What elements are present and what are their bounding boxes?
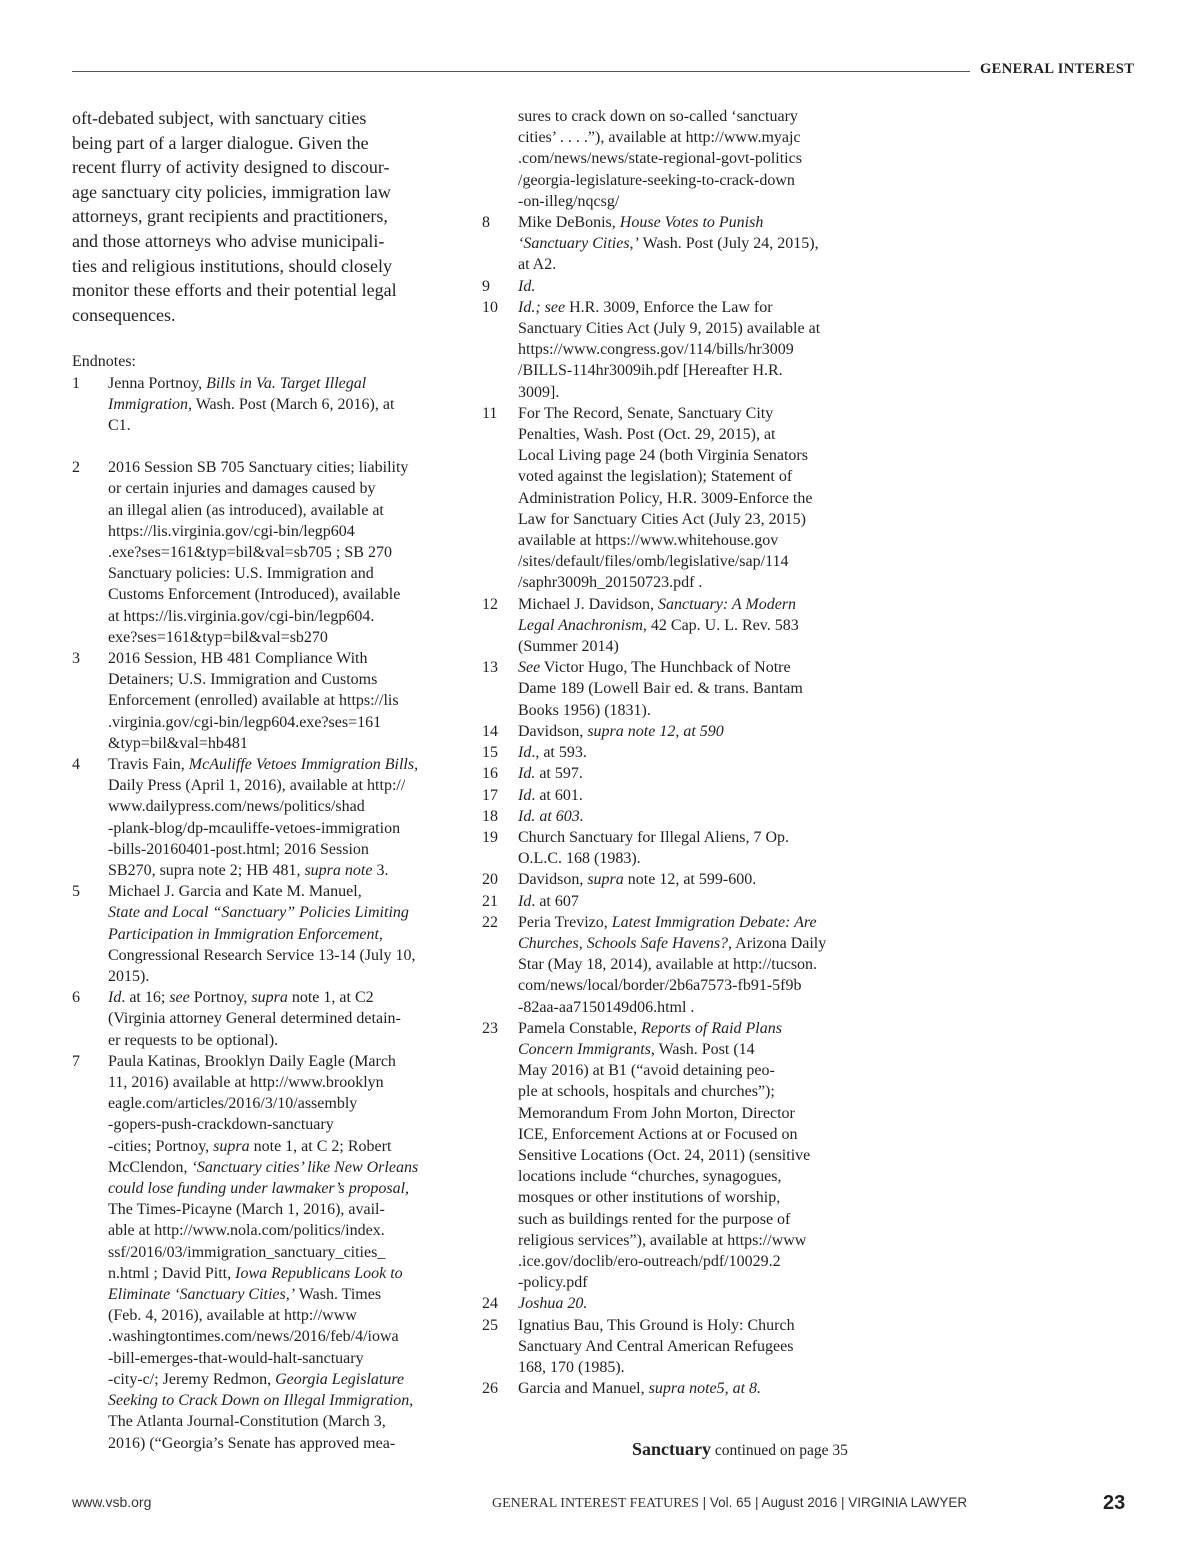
footer-volume: Vol. 65 <box>709 1495 752 1510</box>
endnote-2-line: at https://lis.virginia.gov/cgi-bin/legp604. <box>108 607 375 625</box>
endnote-number: 19 <box>482 828 498 846</box>
endnote-3-line: .virginia.gov/cgi-bin/legp604.exe?ses=161 <box>108 713 382 731</box>
endnote-7-line: 11, 2016) available at http://www.brooklyn <box>108 1074 384 1092</box>
endnote-text <box>108 987 452 1051</box>
footer-section: GENERAL INTEREST FEATURES <box>492 1496 699 1511</box>
endnote-23-line: Sensitive Locations (Oct. 24, 2011) (sensitive <box>518 1146 811 1164</box>
endnote-text <box>518 657 862 721</box>
endnote-2-line: exe?ses=161&typ=bil&val=sb270 <box>108 628 328 646</box>
endnote-3-line: Enforcement (enrolled) available at https://lis <box>108 692 399 710</box>
endnote-24 <box>482 1293 862 1314</box>
endnote-4-line: SB270, supra note 2; HB 481, supra note 3. <box>108 862 389 880</box>
endnote-number: 13 <box>482 659 498 677</box>
endnote-8-line: ‘Sanctuary Cities,’ Wash. Post (July 24, 2015), <box>518 235 819 253</box>
endnote-9-line: Id. <box>518 277 536 295</box>
continued-keyword: Sanctuary <box>632 1439 712 1459</box>
endnote-24-line: Joshua 20. <box>518 1295 588 1313</box>
endnote-7-line: The Atlanta Journal-Constitution (March 3, <box>108 1413 386 1431</box>
endnote-text <box>108 648 452 754</box>
endnote-7-cont-line: /georgia-legislature-seeking-to-crack-down <box>518 171 795 189</box>
endnote-22-line: -82aa-aa7150149d06.html . <box>518 998 695 1016</box>
endnote-23-line: Concern Immigrants, Wash. Post (14 <box>518 1040 755 1058</box>
endnote-12-line: (Summer 2014) <box>518 638 619 656</box>
endnote-2-line: https://lis.virginia.gov/cgi-bin/legp604 <box>108 522 355 540</box>
endnote-2-line: Customs Enforcement (Introduced), available <box>108 586 401 604</box>
endnote-number: 10 <box>482 298 498 316</box>
endnote-number: 8 <box>482 214 490 232</box>
header-rule <box>72 71 970 72</box>
endnote-7-cont-line: cities’ . . . .”), available at http://www.myajc <box>518 129 801 147</box>
endnote-18 <box>482 806 862 827</box>
endnote-11-line: Law for Sanctuary Cities Act (July 23, 2015) <box>518 510 806 528</box>
footer-url[interactable]: www.vsb.org <box>72 1494 152 1510</box>
endnote-3-line: 2016 Session, HB 481 Compliance With <box>108 649 368 667</box>
endnote-16-line: Id. at 597. <box>518 765 583 783</box>
endnote-10-line: Sanctuary Cities Act (July 9, 2015) available at <box>518 320 821 338</box>
endnote-6-line: Id. at 16; see Portnoy, supra note 1, at C2 <box>108 989 374 1007</box>
endnote-number: 16 <box>482 765 498 783</box>
endnote-2-line: or certain injuries and damages caused by <box>108 480 376 498</box>
endnote-5 <box>72 881 452 987</box>
endnote-text <box>518 1378 862 1399</box>
endnotes-list-right <box>482 212 862 1399</box>
endnote-7-line: .washingtontimes.com/news/2016/feb/4/iowa <box>108 1328 399 1346</box>
endnote-23 <box>482 1018 862 1294</box>
endnote-number: 5 <box>72 883 80 901</box>
endnote-15 <box>482 742 862 763</box>
footer-masthead: GENERAL INTEREST FEATURES | Vol. 65 | August 2016 | VIRGINIA LAWYER <box>492 1495 968 1511</box>
endnote-21 <box>482 891 862 912</box>
endnote-6 <box>72 987 452 1051</box>
endnote-text <box>108 754 452 881</box>
paragraph-line: ties and religious institutions, should closely <box>72 255 392 276</box>
endnote-5-line: Participation in Immigration Enforcement, <box>108 925 383 943</box>
endnote-25 <box>482 1315 862 1379</box>
endnote-number: 11 <box>482 404 498 422</box>
endnote-2-line: Sanctuary policies: U.S. Immigration and <box>108 565 374 583</box>
endnote-12-line: Legal Anachronism, 42 Cap. U. L. Rev. 583 <box>518 616 799 634</box>
paragraph-line: being part of a larger dialogue. Given the <box>72 132 369 153</box>
endnote-23-line: ple at schools, hospitals and churches”); <box>518 1083 775 1101</box>
endnote-26 <box>482 1378 862 1399</box>
endnote-number: 26 <box>482 1380 498 1398</box>
paragraph-line: attorneys, grant recipients and practitioners, <box>72 206 388 227</box>
endnote-23-line: locations include “churches, synagogues, <box>518 1168 782 1186</box>
endnote-9 <box>482 276 862 297</box>
endnote-11-line: /saphr3009h_20150723.pdf . <box>518 574 703 592</box>
endnote-10 <box>482 297 862 403</box>
endnote-11-line: For The Record, Senate, Sanctuary City <box>518 404 774 422</box>
endnote-10-line: 3009]. <box>518 383 560 401</box>
endnote-23-line: such as buildings rented for the purpose of <box>518 1210 791 1228</box>
endnote-2-line: an illegal alien (as introduced), available at <box>108 501 384 519</box>
endnote-number: 6 <box>72 989 80 1007</box>
endnote-text <box>518 742 862 763</box>
endnote-22-line: Star (May 18, 2014), available at http://tucson. <box>518 956 818 974</box>
endnote-number: 12 <box>482 595 498 613</box>
endnote-20-line: Davidson, supra note 12, at 599-600. <box>518 871 757 889</box>
endnote-22-line: com/news/local/border/2b6a7573-fb91-5f9b <box>518 977 802 995</box>
endnote-7-line: able at http://www.nola.com/politics/index. <box>108 1222 385 1240</box>
endnote-text <box>108 457 452 648</box>
endnote-8-line: Mike DeBonis, House Votes to Punish <box>518 214 764 232</box>
endnote-23-line: .ice.gov/doclib/ero-outreach/pdf/10029.2 <box>518 1252 781 1270</box>
endnote-number: 4 <box>72 756 80 773</box>
endnote-21-line: Id. at 607 <box>518 892 579 910</box>
endnote-7-line: eagle.com/articles/2016/3/10/assembly <box>108 1095 358 1113</box>
endnote-26-line: Garcia and Manuel, supra note5, at 8. <box>518 1380 762 1398</box>
endnote-text <box>108 1051 452 1454</box>
endnote-23-line: religious services”), available at https://www <box>518 1231 807 1249</box>
endnote-5-line: Michael J. Garcia and Kate M. Manuel, <box>108 883 362 901</box>
endnote-22-line: Churches, Schools Safe Havens?, Arizona Daily <box>518 934 827 952</box>
endnote-number: 21 <box>482 892 498 910</box>
endnote-13-line: Books 1956) (1831). <box>518 701 651 719</box>
endnote-11-line: voted against the legislation); Statement of <box>518 468 793 486</box>
endnote-text <box>518 827 862 869</box>
endnote-number: 17 <box>482 786 498 804</box>
endnote-23-line: mosques or other institutions of worship, <box>518 1189 781 1207</box>
endnote-5-line: State and Local “Sanctuary” Policies Limiting <box>108 904 409 922</box>
endnote-11-line: Penalties, Wash. Post (Oct. 29, 2015), at <box>518 426 776 444</box>
endnote-4-line: Travis Fain, McAuliffe Vetoes Immigration Bills, <box>108 756 419 773</box>
endnote-7-line: McClendon, ‘Sanctuary cities’ like New Orleans <box>108 1158 419 1176</box>
endnote-number: 25 <box>482 1316 498 1334</box>
footer-publication: VIRGINIA LAWYER <box>848 1495 968 1510</box>
endnote-7-line: Seeking to Crack Down on Illegal Immigration, <box>108 1392 414 1410</box>
endnote-13 <box>482 657 862 721</box>
endnote-20 <box>482 869 862 890</box>
continued-text: continued on page 35 <box>711 1442 848 1459</box>
continued-line <box>632 1439 848 1460</box>
endnote-14 <box>482 721 862 742</box>
endnote-4 <box>72 754 452 881</box>
endnote-25-line: Ignatius Bau, This Ground is Holy: Church <box>518 1316 795 1334</box>
endnote-4-line: -plank-blog/dp-mcauliffe-vetoes-immigration <box>108 819 401 837</box>
endnote-10-line: https://www.congress.gov/114/bills/hr3009 <box>518 341 794 359</box>
endnote-2-line: 2016 Session SB 705 Sanctuary cities; liability <box>108 459 409 477</box>
endnote-17-line: Id. at 601. <box>518 786 583 804</box>
endnote-text <box>518 1018 862 1294</box>
endnotes-list-left <box>72 373 452 1454</box>
endnote-7-line: (Feb. 4, 2016), available at http://www <box>108 1307 357 1325</box>
endnote-text <box>518 806 862 827</box>
endnote-number: 18 <box>482 807 498 825</box>
endnote-text <box>518 212 862 276</box>
endnote-23-line: -policy.pdf <box>518 1274 588 1292</box>
page-number: 23 <box>1103 1492 1126 1514</box>
left-column <box>72 106 452 1454</box>
endnote-number: 15 <box>482 744 498 762</box>
endnote-22-line: Peria Trevizo, Latest Immigration Debate: Are <box>518 913 817 931</box>
endnote-number: 2 <box>72 459 80 477</box>
paragraph-line: and those attorneys who advise municipali- <box>72 230 385 251</box>
endnote-19-line: O.L.C. 168 (1983). <box>518 850 641 868</box>
endnote-12-line: Michael J. Davidson, Sanctuary: A Modern <box>518 595 797 613</box>
endnote-text <box>518 403 862 594</box>
endnote-6-line: (Virginia attorney General determined detain- <box>108 1010 401 1028</box>
endnote-7-cont-line: sures to crack down on so-called ‘sanctuary <box>518 108 798 125</box>
endnote-number: 1 <box>72 374 80 392</box>
endnote-4-line: www.dailypress.com/news/politics/shad <box>108 798 365 816</box>
paragraph-line: recent flurry of activity designed to discour- <box>72 157 390 178</box>
endnote-number: 3 <box>72 649 80 667</box>
endnote-25-line: Sanctuary And Central American Refugees <box>518 1337 794 1355</box>
endnote-7-line: -bill-emerges-that-would-halt-sanctuary <box>108 1349 364 1367</box>
endnote-text <box>518 912 862 1018</box>
endnote-13-line: See Victor Hugo, The Hunchback of Notre <box>518 659 791 677</box>
endnote-4-line: Daily Press (April 1, 2016), available at http:// <box>108 777 406 795</box>
endnote-number: 22 <box>482 913 498 931</box>
endnote-text <box>518 297 862 403</box>
endnote-11 <box>482 403 862 594</box>
endnote-text <box>108 373 452 437</box>
endnote-14-line: Davidson, supra note 12, at 590 <box>518 722 724 740</box>
endnote-7-line: Eliminate ‘Sanctuary Cities,’ Wash. Times <box>108 1286 382 1304</box>
endnote-5-line: Congressional Research Service 13-14 (July 10, <box>108 946 416 964</box>
endnote-number: 9 <box>482 277 490 295</box>
endnotes-heading: Endnotes: <box>72 353 136 371</box>
endnote-continuation <box>482 106 862 212</box>
endnote-text <box>518 785 862 806</box>
endnote-12 <box>482 594 862 658</box>
endnote-number: 7 <box>72 1052 80 1070</box>
paragraph-line: monitor these efforts and their potential legal <box>72 280 397 301</box>
endnote-text <box>518 1315 862 1379</box>
endnote-13-line: Dame 189 (Lowell Bair ed. & trans. Bantam <box>518 680 803 698</box>
endnote-1 <box>72 373 452 437</box>
endnote-3 <box>72 648 452 754</box>
endnote-8 <box>482 212 862 276</box>
endnote-8-line: at A2. <box>518 256 557 274</box>
endnote-23-line: May 2016) at B1 (“avoid detaining peo- <box>518 1062 775 1080</box>
endnote-7-line: ssf/2016/03/immigration_sanctuary_cities_ <box>108 1243 386 1261</box>
endnote-number: 14 <box>482 722 498 740</box>
endnote-22 <box>482 912 862 1018</box>
endnote-7-line: -cities; Portnoy, supra note 1, at C 2; Robert <box>108 1137 392 1155</box>
paragraph-line: age sanctuary city policies, immigration law <box>72 181 391 202</box>
endnote-2 <box>72 457 452 648</box>
endnote-continuation-text <box>518 106 862 212</box>
endnote-text <box>518 721 862 742</box>
endnote-25-line: 168, 170 (1985). <box>518 1358 625 1376</box>
section-label: GENERAL INTEREST <box>980 61 1135 77</box>
endnote-text <box>518 594 862 658</box>
endnote-23-line: ICE, Enforcement Actions at or Focused on <box>518 1125 798 1143</box>
endnote-7-line: could lose funding under lawmaker’s proposal, <box>108 1180 410 1198</box>
endnote-7-line: n.html ; David Pitt, Iowa Republicans Look to <box>108 1264 403 1282</box>
endnote-7-cont-line: -on-illeg/nqcsg/ <box>518 192 620 210</box>
endnote-19 <box>482 827 862 869</box>
endnote-15-line: Id., at 593. <box>518 744 587 762</box>
endnote-11-line: available at https://www.whitehouse.gov <box>518 532 779 550</box>
endnote-3-line: &typ=bil&val=hb481 <box>108 734 248 752</box>
endnote-4-line: -bills-20160401-post.html; 2016 Session <box>108 840 369 858</box>
closing-paragraph <box>72 106 444 327</box>
endnote-23-line: Pamela Constable, Reports of Raid Plans <box>518 1019 782 1037</box>
endnote-1-line: C1. <box>108 416 131 434</box>
endnote-1-line: Immigration, Wash. Post (March 6, 2016), at <box>108 395 395 413</box>
endnote-7-line: -gopers-push-crackdown-sanctuary <box>108 1116 334 1134</box>
paragraph-line: oft-debated subject, with sanctuary cities <box>72 108 367 128</box>
endnote-11-line: /sites/default/files/omb/legislative/sap/114 <box>518 553 789 571</box>
endnote-number: 24 <box>482 1295 498 1313</box>
endnote-17 <box>482 785 862 806</box>
endnote-18-line: Id. at 603. <box>518 807 584 825</box>
endnote-text <box>518 763 862 784</box>
paragraph-line: consequences. <box>72 304 176 325</box>
endnote-number: 20 <box>482 871 498 889</box>
endnote-7-line: -city-c/; Jeremy Redmon, Georgia Legislature <box>108 1370 405 1388</box>
endnote-7-line: Paula Katinas, Brooklyn Daily Eagle (March <box>108 1052 396 1070</box>
right-column <box>482 106 862 1399</box>
endnote-6-line: er requests to be optional). <box>108 1031 279 1049</box>
endnote-7-line: The Times-Picayne (March 1, 2016), avail- <box>108 1201 385 1219</box>
endnote-text <box>518 276 862 297</box>
endnote-text <box>518 869 862 890</box>
endnote-number: 23 <box>482 1019 498 1037</box>
endnote-5-line: 2015). <box>108 968 150 986</box>
endnote-11-line: Administration Policy, H.R. 3009-Enforce the <box>518 489 813 507</box>
endnote-7 <box>72 1051 452 1454</box>
endnote-16 <box>482 763 862 784</box>
endnote-7-cont-line: .com/news/news/state-regional-govt-politics <box>518 150 802 168</box>
endnote-text <box>108 881 452 987</box>
endnote-23-line: Memorandum From John Morton, Director <box>518 1104 795 1122</box>
endnote-2-line: .exe?ses=161&typ=bil&val=sb705 ; SB 270 <box>108 543 392 561</box>
endnote-10-line: /BILLS-114hr3009ih.pdf [Hereafter H.R. <box>518 362 783 380</box>
endnote-3-line: Detainers; U.S. Immigration and Customs <box>108 671 378 689</box>
endnote-19-line: Church Sanctuary for Illegal Aliens, 7 Op. <box>518 828 790 846</box>
endnote-10-line: Id.; see H.R. 3009, Enforce the Law for <box>518 298 773 316</box>
endnote-text <box>518 1293 862 1314</box>
endnote-1-line: Jenna Portnoy, Bills in Va. Target Illegal <box>108 374 367 392</box>
footer-issue: August 2016 <box>761 1495 838 1510</box>
endnote-text <box>518 891 862 912</box>
endnote-7-line: 2016) (“Georgia’s Senate has approved mea- <box>108 1434 396 1452</box>
endnote-11-line: Local Living page 24 (both Virginia Senators <box>518 447 808 465</box>
